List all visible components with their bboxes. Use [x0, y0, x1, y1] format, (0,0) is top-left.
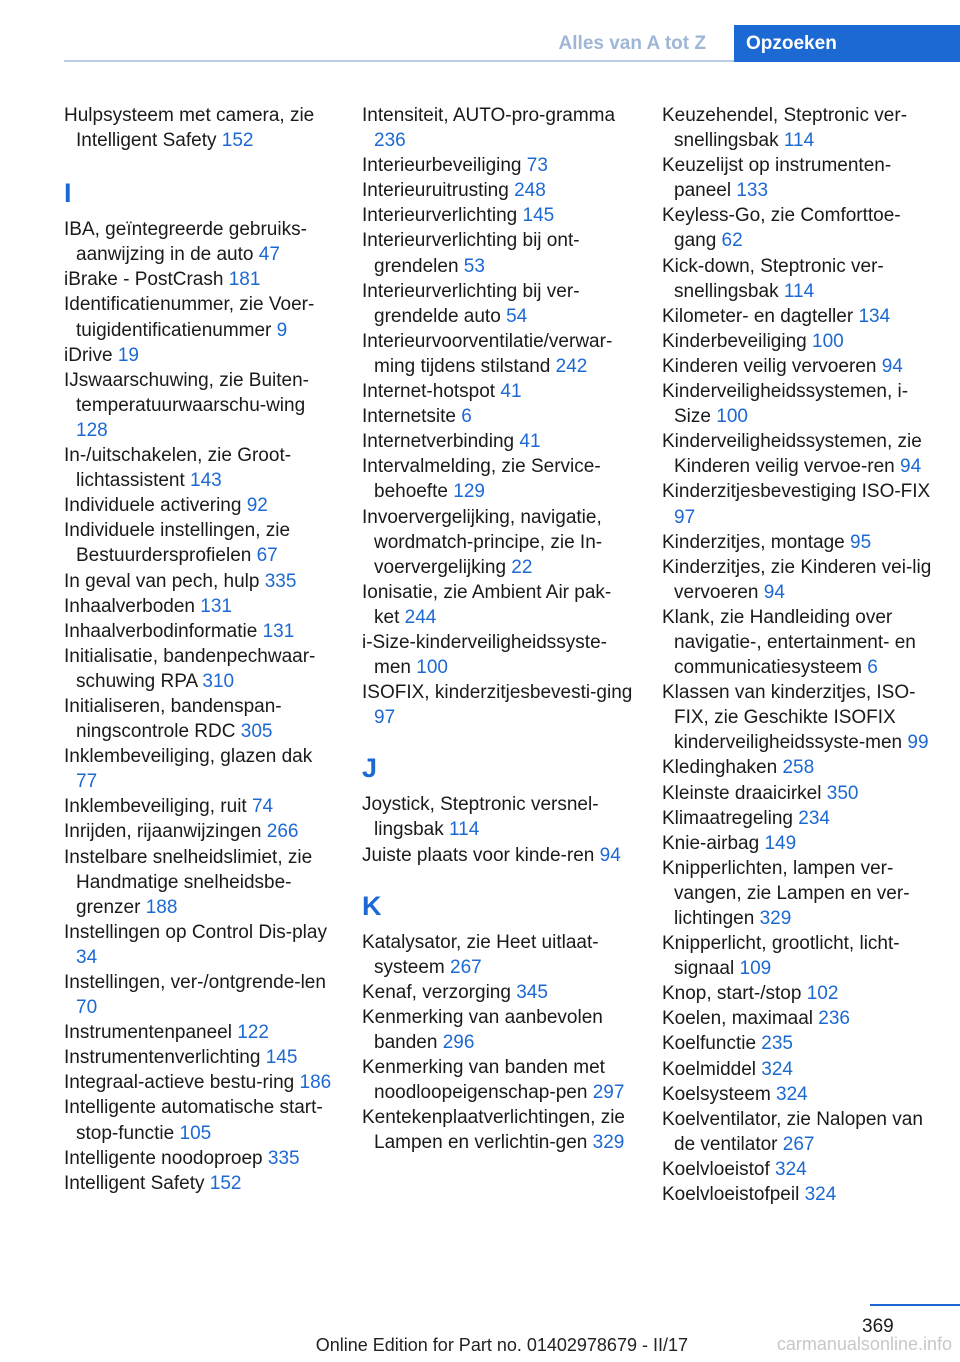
index-entry: [64, 368, 336, 443]
index-entry-page-link[interactable]: 329: [592, 1132, 625, 1154]
index-entry-page-link[interactable]: 92: [246, 495, 268, 517]
watermark: carmanualsonline.info: [776, 1334, 952, 1354]
index-entry-page-link[interactable]: 258: [782, 757, 815, 779]
index-entry: [64, 819, 336, 844]
index-entry: [362, 792, 634, 842]
index-entry-term: Intervalmelding, zie Service‐behoefte: [362, 456, 601, 503]
index-entry-page-link[interactable]: 335: [264, 570, 297, 592]
index-entry-term: Individuele activering: [64, 495, 247, 517]
index-entry-page-link[interactable]: 22: [511, 556, 533, 578]
index-entry-term: Kentekenplaatverlichtingen, zie Lampen en verlichtin‐gen: [362, 1107, 626, 1154]
index-entry: [662, 931, 934, 981]
index-entry: [662, 680, 934, 755]
index-entry-page-link[interactable]: 129: [453, 481, 485, 503]
index-entry-term: In-/uitschakelen, zie Groot‐lichtassistent: [64, 445, 292, 492]
index-entry-term: Keuzehendel, Steptronic ver‐snellingsbak: [662, 105, 908, 152]
index-entry-page-link[interactable]: 329: [759, 908, 792, 929]
index-entry-page-link[interactable]: 77: [76, 771, 98, 793]
index-entry: [662, 1006, 934, 1031]
index-entry-page-link[interactable]: 186: [299, 1072, 332, 1094]
index-column-3: [662, 103, 934, 1207]
index-entry-page-link[interactable]: 95: [850, 531, 872, 553]
index-entry-term: Internetsite: [362, 406, 462, 428]
index-entry: [64, 1045, 336, 1070]
index-entry-term: Kick-down, Steptronic ver‐snellingsbak: [662, 255, 884, 302]
index-entry-page-link[interactable]: 235: [761, 1033, 793, 1055]
index-entry-term: Interieurverlichting bij ver‐grendelde auto: [362, 280, 580, 327]
index-entry-term: Juiste plaats voor kinde‐ren: [362, 844, 600, 866]
index-entry: [662, 304, 934, 329]
index-entry-page-link[interactable]: 242: [555, 355, 588, 377]
index-entry-page-link[interactable]: 134: [858, 305, 891, 327]
index-entry-term: Identificatienummer, zie Voer‐tuigidentificatienummer: [64, 294, 315, 341]
index-entry-page-link[interactable]: 6: [867, 657, 878, 679]
index-entry-page-link[interactable]: 145: [265, 1047, 298, 1069]
index-entry-term: IJswaarschuwing, zie Buiten‐temperatuurwaarschu‐wing: [64, 369, 309, 416]
index-entry-page-link[interactable]: 143: [190, 470, 222, 492]
index-letter-heading: K: [362, 890, 382, 921]
index-entry-page-link[interactable]: 267: [450, 956, 482, 978]
index-entry-term: Interieuruitrusting: [362, 180, 515, 202]
index-entry-term: Koelsysteem: [662, 1083, 777, 1105]
index-entry-page-link[interactable]: 94: [900, 456, 922, 478]
index-entry-term: Knipperlicht, grootlicht, licht‐signaal: [662, 933, 900, 980]
index-entry: [362, 153, 634, 178]
index-entry-page-link[interactable]: 152: [209, 1172, 242, 1194]
index-entry: [64, 569, 336, 594]
index-entry: [362, 1005, 634, 1055]
index-entry: [362, 429, 634, 454]
index-entry: [64, 920, 336, 970]
index-entry-term: Inhaalverboden: [64, 595, 201, 617]
index-entry: [64, 1020, 336, 1045]
index-entry: [362, 1055, 634, 1105]
index-entry-page-link[interactable]: 100: [812, 330, 844, 352]
index-entry: [64, 292, 336, 342]
index-entry: [662, 781, 934, 806]
index-entry-page-link[interactable]: 324: [775, 1158, 807, 1180]
index-entry-term: In geval van pech, hulp: [64, 570, 265, 592]
index-entry: [662, 1031, 934, 1056]
index-entry-term: iDrive: [64, 344, 118, 366]
index-entry-term: Koelventilator, zie Nalopen van de ventilator: [662, 1108, 923, 1155]
index-entry: [64, 518, 336, 568]
index-entry-term: Intelligent Safety: [64, 1172, 210, 1194]
index-entry-term: Inrijden, rijaanwijzingen: [64, 821, 267, 843]
index-entry-term: Knop, start-/stop: [662, 983, 807, 1005]
index-entry-term: Koelfunctie: [662, 1033, 762, 1055]
index-entry-term: Interieurverlichting bij ont‐grendelen: [362, 230, 580, 277]
index-entry: [64, 103, 336, 153]
index-entry-page-link[interactable]: 100: [416, 657, 448, 679]
index-entry-page-link[interactable]: 128: [76, 419, 108, 441]
index-entry: [662, 1182, 934, 1207]
index-entry-term: Koelvloeistofpeil: [662, 1184, 805, 1206]
index-entry: [662, 103, 934, 153]
index-entry-term: Kleinste draaicirkel: [662, 782, 827, 804]
index-entry: [362, 103, 634, 153]
index-entry-term: Kinderen veilig vervoeren: [662, 355, 882, 377]
index-entry-page-link[interactable]: 9: [276, 319, 288, 341]
index-entry: [662, 329, 934, 354]
page-number: 369: [862, 1316, 894, 1337]
index-entry-term: Inklembeveiliging, ruit: [64, 796, 252, 818]
index-entry-page-link[interactable]: 234: [798, 807, 830, 829]
footer-rule: [870, 1304, 960, 1306]
index-entry-term: Koelmiddel: [662, 1058, 762, 1080]
index-entry-page-link[interactable]: 324: [776, 1083, 808, 1105]
index-entry-term: Katalysator, zie Heet uitlaat‐systeem: [362, 931, 599, 978]
index-entry: [362, 178, 634, 203]
index-entry-page-link[interactable]: 266: [266, 821, 299, 843]
index-entry-term: Keuzelijst op instrumenten‐paneel: [662, 155, 892, 202]
index-entry-term: Initialisatie, bandenpechwaar‐schuwing RPA: [64, 645, 316, 692]
index-entry: [362, 1105, 634, 1155]
index-entry: [362, 228, 634, 278]
index-entry: [662, 479, 934, 529]
index-entry-page-link[interactable]: 74: [251, 796, 274, 818]
index-entry-page-link[interactable]: 267: [782, 1133, 815, 1155]
header-tab[interactable]: Opzoeken: [734, 25, 960, 62]
index-entry: [362, 680, 634, 730]
index-entry-page-link[interactable]: 70: [76, 997, 98, 1019]
index-entry-term: Kinderzitjes, zie Kinderen vei‐lig vervoeren: [662, 556, 932, 603]
index-entry: [662, 1107, 934, 1157]
index-entry: [662, 153, 934, 203]
index-entry: [362, 930, 634, 980]
index-entry-term: Koelvloeistof: [662, 1158, 776, 1180]
index-entry: [662, 981, 934, 1006]
index-column-2: [362, 103, 634, 1155]
index-entry-term: Intelligente automatische start-stop-functie: [64, 1097, 323, 1144]
index-entry-page-link[interactable]: 73: [526, 155, 548, 177]
index-entry-term: iBrake - PostCrash: [64, 269, 229, 291]
index-entry: [64, 744, 336, 794]
index-entry: [662, 605, 934, 680]
index-entry-term: Kenmerking van banden met noodloopeigenschap‐pen: [362, 1057, 605, 1104]
index-entry-page-link[interactable]: 236: [818, 1008, 850, 1030]
header-section-title: Alles van A tot Z: [558, 33, 706, 54]
index-entry-page-link[interactable]: 97: [674, 506, 696, 528]
index-entry-term: Kinderbeveiliging: [662, 330, 812, 352]
index-entry: [362, 980, 634, 1005]
index-entry-page-link[interactable]: 152: [221, 130, 254, 152]
index-entry-page-link[interactable]: 94: [881, 355, 903, 377]
index-entry-term: ISOFIX, kinderzitjesbevesti‐ging: [362, 682, 633, 704]
index-entry-page-link[interactable]: 133: [736, 180, 769, 202]
index-entry-page-link[interactable]: 53: [463, 255, 485, 277]
index-entry-page-link[interactable]: 99: [907, 732, 929, 754]
index-entry-term: Instellingen op Control Dis‐play: [64, 921, 327, 943]
index-entry: [362, 454, 634, 504]
index-entry: [362, 630, 634, 680]
index-entry: [662, 254, 934, 304]
index-entry-term: Kinderzitjes, montage: [662, 531, 850, 553]
index-entry: [64, 970, 336, 1020]
index-entry-term: Klank, zie Handleiding over navigatie-, entertainment- en communicatiesysteem: [662, 606, 916, 679]
index-entry-page-link[interactable]: 296: [442, 1032, 475, 1053]
index-entry: [362, 843, 634, 868]
index-entry-page-link[interactable]: 145: [522, 205, 555, 227]
index-entry-page-link[interactable]: 131: [262, 620, 295, 642]
index-entry-term: Instelbare snelheidslimiet, zie Handmatige snelheidsbe‐grenzer: [64, 846, 313, 918]
index-entry-page-link[interactable]: 67: [256, 545, 278, 567]
index-entry: [64, 845, 336, 920]
index-entry: [662, 755, 934, 780]
index-entry: [64, 493, 336, 518]
footer-edition: Online Edition for Part no. 01402978679 - II/17: [315, 1335, 688, 1355]
index-entry-term: Instrumentenverlichting: [64, 1047, 266, 1069]
index-entry-page-link[interactable]: 97: [374, 707, 396, 729]
index-entry: [362, 203, 634, 228]
index-entry-page-link[interactable]: 345: [516, 981, 548, 1003]
index-entry-page-link[interactable]: 47: [258, 244, 280, 266]
index-entry: [662, 429, 934, 479]
index-entry-term: Interieurvoorventilatie/verwar‐ming tijdens stilstand: [362, 330, 613, 377]
index-entry-term: Individuele instellingen, zie Bestuurdersprofielen: [64, 520, 291, 567]
index-entry-term: Kilometer- en dagteller: [662, 305, 859, 327]
index-entry-term: Interieurverlichting: [362, 205, 523, 227]
index-entry-page-link[interactable]: 62: [721, 230, 743, 252]
index-entry-page-link[interactable]: 236: [374, 130, 406, 152]
index-entry: [64, 619, 336, 644]
index-entry-page-link[interactable]: 102: [806, 983, 839, 1005]
index-entry-term: Kenmerking van aanbevolen banden: [362, 1006, 603, 1053]
index-entry: [362, 329, 634, 379]
index-entry-term: Ionisatie, zie Ambient Air pak‐ket: [362, 581, 612, 628]
index-entry-page-link[interactable]: 105: [179, 1122, 212, 1144]
index-entry-term: Interieurbeveiliging: [362, 155, 527, 177]
index-entry: [662, 831, 934, 856]
index-entry: [662, 1082, 934, 1107]
index-entry: [64, 1171, 336, 1196]
page-header: [0, 0, 960, 62]
index-entry-page-link[interactable]: 131: [200, 595, 232, 617]
index-entry-term: Keyless-Go, zie Comforttoe‐gang: [662, 205, 901, 252]
index-entry-page-link[interactable]: 19: [117, 344, 139, 366]
index-entry-term: Initialiseren, bandenspan‐ningscontrole RDC: [64, 695, 282, 743]
index-column-1: [64, 103, 336, 1196]
index-entry: [662, 203, 934, 253]
index-entry: [64, 1070, 336, 1095]
index-entry-term: Hulpsysteem met camera, zie Intelligent Safety: [64, 105, 315, 152]
index-entry: [64, 217, 336, 267]
index-entry-term: Integraal-actieve bestu‐ring: [64, 1072, 300, 1094]
index-entry-page-link[interactable]: 6: [461, 406, 472, 428]
index-entry-term: Kinderveiligheidssystemen, zie Kinderen veilig vervoe‐ren: [662, 431, 922, 478]
index-entry-page-link[interactable]: 94: [763, 581, 785, 603]
index-entry-term: Internetverbinding: [362, 431, 520, 453]
index-entry-page-link[interactable]: 149: [764, 832, 797, 854]
index-entry: [662, 530, 934, 555]
index-entry: [662, 354, 934, 379]
index-entry-page-link[interactable]: 114: [783, 130, 815, 152]
index-entry-term: i-Size-kinderveiligheidssyste‐men: [362, 631, 607, 679]
index-entry: [64, 1095, 336, 1145]
index-entry: [64, 443, 336, 493]
index-entry: [662, 1157, 934, 1182]
index-entry: [662, 856, 934, 931]
index-entry: [64, 644, 336, 694]
index-entry-term: Invoervergelijking, navigatie, wordmatch-principe, zie In‐voervergelijking: [362, 506, 603, 578]
index-entry-page-link[interactable]: 297: [592, 1082, 625, 1104]
index-entry-page-link[interactable]: 100: [716, 406, 748, 428]
index-entry-page-link[interactable]: 310: [202, 670, 235, 692]
index-entry: [64, 794, 336, 819]
index-entry-term: Intensiteit, AUTO-pro‐gramma: [362, 105, 616, 126]
index-entry-term: Instrumentenpaneel: [64, 1022, 238, 1044]
index-entry-page-link[interactable]: 41: [519, 431, 541, 453]
index-entry-page-link[interactable]: 305: [240, 721, 273, 743]
index-entry: [662, 379, 934, 429]
index-entry-page-link[interactable]: 181: [228, 269, 261, 291]
index-entry: [362, 379, 634, 404]
index-entry-term: Kenaf, verzorging: [362, 981, 517, 1003]
index-entry: [662, 555, 934, 605]
index-entry: [362, 505, 634, 580]
index-letter-heading: I: [64, 178, 72, 209]
index-entry: [362, 404, 634, 429]
index-entry-page-link[interactable]: 94: [599, 844, 621, 866]
index-entry: [64, 267, 336, 292]
index-entry-page-link[interactable]: 335: [267, 1147, 300, 1169]
index-entry-page-link[interactable]: 324: [804, 1184, 837, 1206]
index-entry-page-link[interactable]: 109: [739, 958, 772, 980]
index-entry-term: Kinderzitjesbevestiging ISO‐FIX: [662, 481, 931, 503]
index-entry-term: IBA, geïntegreerde gebruiks‐aanwijzing in de auto: [64, 219, 307, 266]
index-entry-term: Internet-hotspot: [362, 381, 501, 403]
index-entry: [362, 279, 634, 329]
index-letter-heading: J: [362, 753, 378, 784]
index-entry-page-link[interactable]: 114: [449, 819, 480, 841]
index-entry-page-link[interactable]: 244: [404, 606, 437, 628]
index-entry-term: Klimaatregeling: [662, 807, 799, 829]
index-entry: [362, 580, 634, 630]
index-entry-term: Knipperlichten, lampen ver‐vangen, zie Lampen en ver‐lichtingen: [662, 857, 910, 929]
index-entry-term: Kinderveiligheidssystemen, i-Size: [662, 381, 909, 428]
index-entry-page-link[interactable]: 41: [500, 381, 522, 403]
index-entry: [662, 1057, 934, 1082]
index-entry-term: Kledinghaken: [662, 757, 783, 779]
index-entry: [64, 594, 336, 619]
index-entry-page-link[interactable]: 54: [506, 305, 528, 327]
index-entry-page-link[interactable]: 34: [76, 946, 98, 968]
index-entry: [64, 343, 336, 368]
index-entry: [64, 694, 336, 744]
index-entry-term: Joystick, Steptronic versnel‐lingsbak: [362, 794, 599, 841]
index-entry-page-link[interactable]: 324: [761, 1058, 793, 1080]
index-entry-page-link[interactable]: 350: [826, 782, 859, 804]
index-entry-term: Instellingen, ver-/ontgrende‐len: [64, 972, 326, 993]
index-entry: [662, 806, 934, 831]
index-entry-term: Inklembeveiliging, glazen dak: [64, 746, 313, 768]
index-entry-page-link[interactable]: 248: [514, 180, 546, 202]
index-entry: [64, 1146, 336, 1171]
index-entry-term: Intelligente noodoproep: [64, 1147, 268, 1169]
index-entry-page-link[interactable]: 114: [783, 280, 815, 302]
index-entry-page-link[interactable]: 188: [145, 896, 178, 918]
index-entry-page-link[interactable]: 122: [237, 1022, 269, 1044]
index-entry-term: Inhaalverbodinformatie: [64, 620, 263, 642]
index-entry-term: Koelen, maximaal: [662, 1008, 819, 1030]
index-entry-term: Knie-airbag: [662, 832, 765, 854]
index-entry-term: Klassen van kinderzitjes, ISO‐FIX, zie Geschikte ISOFIX kinderveiligheidssyste‐men: [662, 682, 916, 754]
